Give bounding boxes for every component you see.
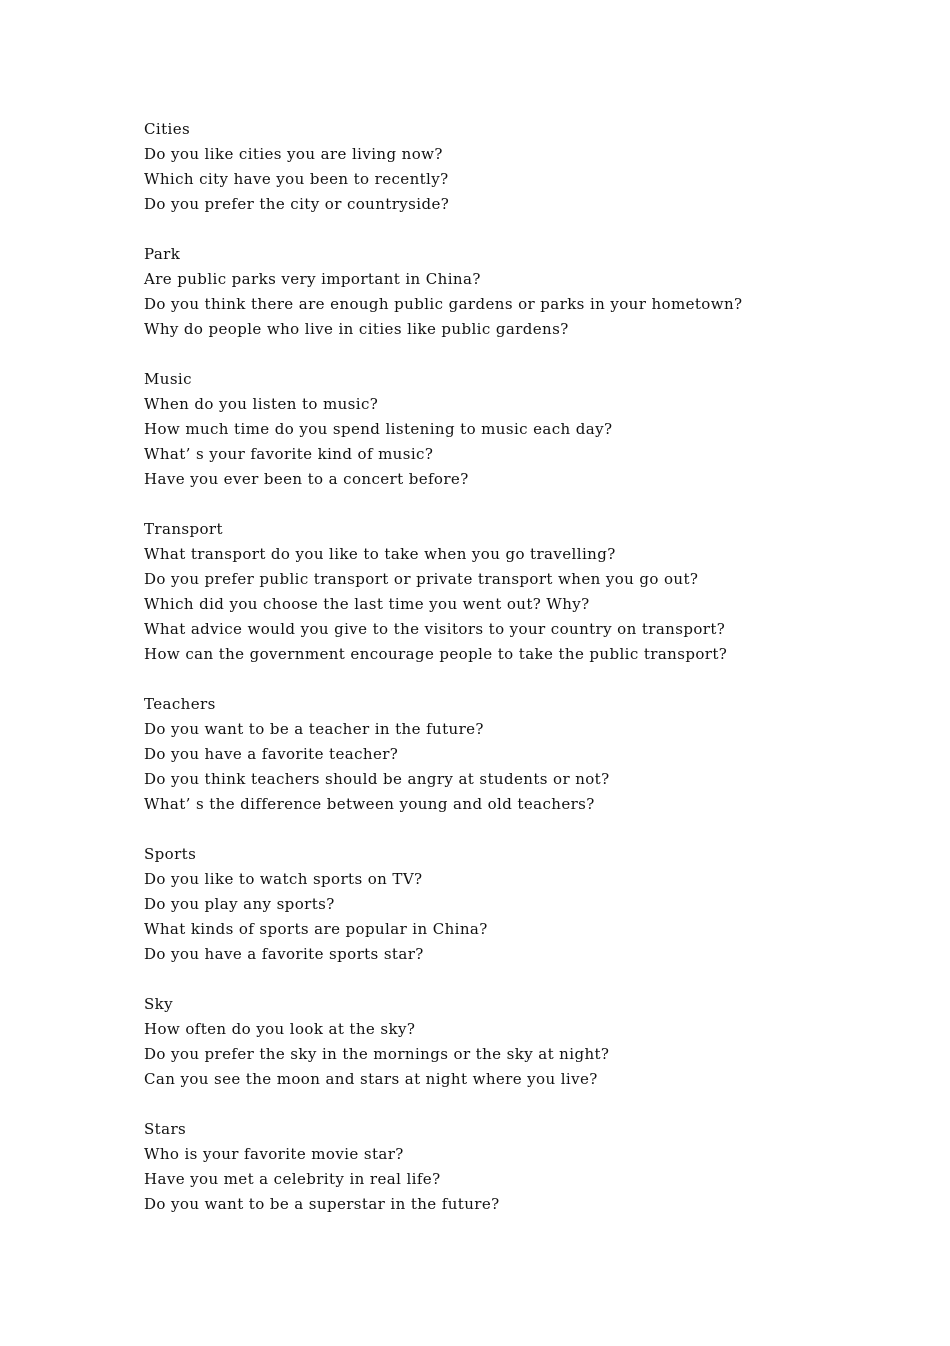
section-heading: Transport xyxy=(144,520,223,538)
section-stars xyxy=(144,1117,934,1217)
question-line: Do you think teachers should be angry at students or not? xyxy=(144,770,610,788)
section-heading: Park xyxy=(144,245,181,263)
question-line: Who is your favorite movie star? xyxy=(144,1145,404,1163)
section-cities xyxy=(144,117,934,217)
section-heading: Sports xyxy=(144,845,197,863)
section-park xyxy=(144,242,934,342)
section-teachers xyxy=(144,692,934,817)
question-line: Do you prefer public transport or private transport when you go out? xyxy=(144,570,699,588)
question-line: What kinds of sports are popular in China? xyxy=(144,920,488,938)
section-heading: Music xyxy=(144,370,192,388)
section-sports xyxy=(144,842,934,967)
document-content xyxy=(144,117,934,1242)
question-line: How can the government encourage people to take the public transport? xyxy=(144,645,728,663)
question-line: Do you like to watch sports on TV? xyxy=(144,870,423,888)
question-line: Which did you choose the last time you went out? Why? xyxy=(144,595,590,613)
question-line: Do you have a favorite teacher? xyxy=(144,745,399,763)
question-line: Can you see the moon and stars at night where you live? xyxy=(144,1070,598,1088)
question-line: How much time do you spend listening to music each day? xyxy=(144,420,613,438)
question-line: When do you listen to music? xyxy=(144,395,379,413)
question-line: Do you want to be a teacher in the future? xyxy=(144,720,484,738)
question-line: Do you like cities you are living now? xyxy=(144,145,443,163)
question-line: Have you met a celebrity in real life? xyxy=(144,1170,441,1188)
question-line: Which city have you been to recently? xyxy=(144,170,449,188)
question-line: What advice would you give to the visitors to your country on transport? xyxy=(144,620,726,638)
section-sky xyxy=(144,992,934,1092)
section-heading: Stars xyxy=(144,1120,187,1138)
question-line: What’ s your favorite kind of music? xyxy=(144,445,434,463)
question-line: Have you ever been to a concert before? xyxy=(144,470,469,488)
question-line: How often do you look at the sky? xyxy=(144,1020,416,1038)
section-heading: Sky xyxy=(144,995,174,1013)
question-line: What’ s the difference between young and old teachers? xyxy=(144,795,595,813)
question-line: Do you prefer the sky in the mornings or the sky at night? xyxy=(144,1045,610,1063)
section-heading: Teachers xyxy=(144,695,216,713)
question-line: Do you prefer the city or countryside? xyxy=(144,195,450,213)
section-music xyxy=(144,367,934,492)
question-line: Why do people who live in cities like public gardens? xyxy=(144,320,569,338)
section-transport xyxy=(144,517,934,667)
question-line: What transport do you like to take when you go travelling? xyxy=(144,545,616,563)
question-line: Do you have a favorite sports star? xyxy=(144,945,424,963)
question-line: Do you want to be a superstar in the future? xyxy=(144,1195,500,1213)
question-line: Are public parks very important in China? xyxy=(144,270,481,288)
section-heading: Cities xyxy=(144,120,191,138)
question-line: Do you think there are enough public gardens or parks in your hometown? xyxy=(144,295,743,313)
question-line: Do you play any sports? xyxy=(144,895,335,913)
